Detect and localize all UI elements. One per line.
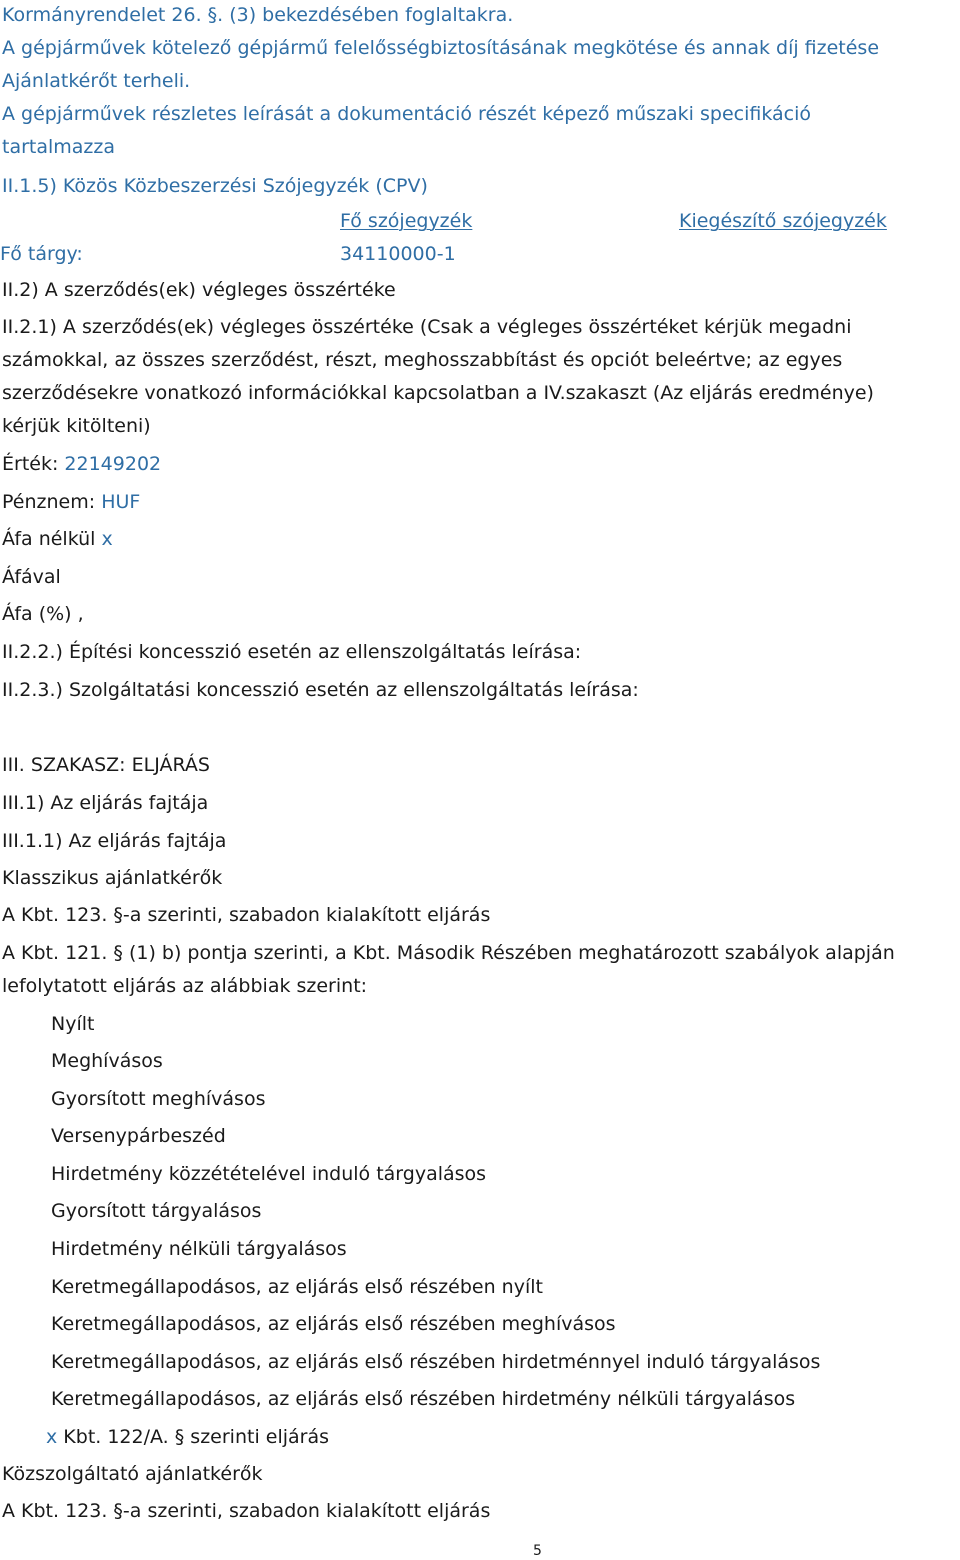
vat-pct-label: Áfa (%) , bbox=[2, 603, 84, 625]
no-vat-mark: x bbox=[101, 528, 113, 550]
value-heading: II.2) A szerződés(ek) végleges összértéke bbox=[2, 279, 396, 301]
option-item: Hirdetmény nélküli tárgyalásos bbox=[51, 1238, 347, 1260]
selected-option-row bbox=[46, 1425, 329, 1449]
value-para-2: számokkal, az összes szerződést, részt, meghosszabbítást és opciót beleértve; az egyes bbox=[2, 349, 843, 371]
option-item: Gyorsított tárgyalásos bbox=[51, 1200, 262, 1222]
value-label: Érték: bbox=[2, 453, 59, 475]
option-item: Keretmegállapodásos, az eljárás első részében meghívásos bbox=[51, 1313, 616, 1335]
classic-121-line-2: lefolytatott eljárás az alábbiak szerint: bbox=[2, 975, 368, 997]
concession-service: II.2.3.) Szolgáltatási koncesszió esetén az ellenszolgáltatás leírása: bbox=[2, 679, 639, 701]
procedure-section-title: III. SZAKASZ: ELJÁRÁS bbox=[2, 754, 210, 776]
utility-123: A Kbt. 123. §-a szerinti, szabadon kialakított eljárás bbox=[2, 1500, 491, 1522]
intro-line-3: Ajánlatkérőt terheli. bbox=[2, 70, 191, 92]
procedure-type-heading: III.1) Az eljárás fajtája bbox=[2, 792, 209, 814]
option-item: Keretmegállapodásos, az eljárás első részében hirdetmény nélküli tárgyalásos bbox=[51, 1388, 796, 1410]
value-para-3: szerződésekre vonatkozó információkkal kapcsolatban a IV.szakaszt (Az eljárás eredménye) bbox=[2, 382, 874, 404]
selected-option-label: Kbt. 122/A. § szerinti eljárás bbox=[63, 1426, 329, 1448]
page-number: 5 bbox=[533, 1543, 542, 1559]
value-row bbox=[2, 452, 161, 476]
with-vat-label: Áfával bbox=[2, 566, 61, 588]
option-item: Keretmegállapodásos, az eljárás első részében hirdetménnyel induló tárgyalásos bbox=[51, 1351, 821, 1373]
cpv-col-main: Fő szójegyzék bbox=[340, 210, 473, 232]
cpv-row-label: Fő tárgy: bbox=[0, 243, 83, 265]
intro-line-2: A gépjárművek kötelező gépjármű felelősségbiztosításának megkötése és annak díj fizetése bbox=[2, 37, 880, 59]
procedure-type-subheading: III.1.1) Az eljárás fajtája bbox=[2, 830, 227, 852]
option-item: Versenypárbeszéd bbox=[51, 1125, 226, 1147]
no-vat-row bbox=[2, 527, 113, 551]
option-item: Hirdetmény közzétételével induló tárgyalásos bbox=[51, 1163, 487, 1185]
intro-line-1: Kormányrendelet 26. §. (3) bekezdésében foglaltakra. bbox=[2, 4, 514, 26]
currency-value: HUF bbox=[101, 491, 141, 513]
cpv-heading: II.1.5) Közös Közbeszerzési Szójegyzék (CPV) bbox=[2, 175, 428, 197]
value-amount: 22149202 bbox=[64, 453, 162, 475]
intro-line-5: tartalmazza bbox=[2, 136, 116, 158]
option-item: Gyorsított meghívásos bbox=[51, 1088, 266, 1110]
value-para-1: II.2.1) A szerződés(ek) végleges összértéke (Csak a végleges összértéket kérjük megadni bbox=[2, 316, 852, 338]
value-para-4: kérjük kitölteni) bbox=[2, 415, 151, 437]
no-vat-label: Áfa nélkül bbox=[2, 528, 96, 550]
cpv-row-value: 34110000-1 bbox=[340, 243, 456, 265]
utility-title: Közszolgáltató ajánlatkérők bbox=[2, 1463, 263, 1485]
currency-label: Pénznem: bbox=[2, 491, 96, 513]
selected-mark: x bbox=[46, 1426, 58, 1448]
classic-title: Klasszikus ajánlatkérők bbox=[2, 867, 223, 889]
option-item: Keretmegállapodásos, az eljárás első részében nyílt bbox=[51, 1276, 543, 1298]
option-item: Meghívásos bbox=[51, 1050, 163, 1072]
cpv-col-extra: Kiegészítő szójegyzék bbox=[679, 210, 887, 232]
intro-line-4: A gépjárművek részletes leírását a dokumentáció részét képező műszaki specifikáció bbox=[2, 103, 811, 125]
classic-121-line-1: A Kbt. 121. § (1) b) pontja szerinti, a Kbt. Második Részében meghatározott szabályok alapján bbox=[2, 942, 895, 964]
classic-123: A Kbt. 123. §-a szerinti, szabadon kialakított eljárás bbox=[2, 904, 491, 926]
currency-row bbox=[2, 490, 140, 514]
concession-build: II.2.2.) Építési koncesszió esetén az ellenszolgáltatás leírása: bbox=[2, 641, 582, 663]
option-item: Nyílt bbox=[51, 1013, 95, 1035]
